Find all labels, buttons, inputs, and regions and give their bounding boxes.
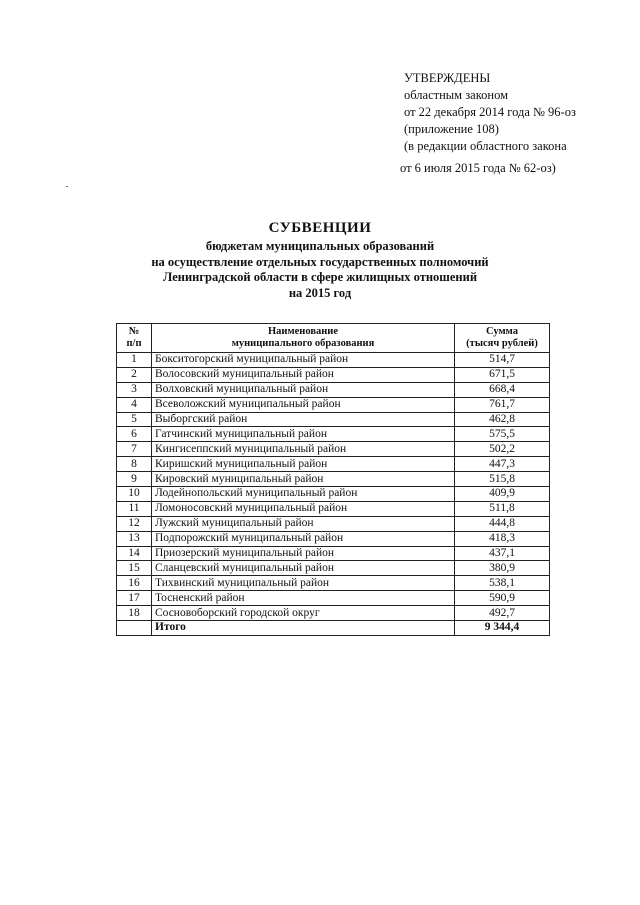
approval-line: (приложение 108)	[404, 122, 499, 136]
total-row	[117, 621, 550, 636]
row-num: 11	[117, 501, 152, 516]
row-num: 5	[117, 412, 152, 427]
row-name: Киришский муниципальный район	[152, 457, 455, 472]
row-num: 16	[117, 576, 152, 591]
row-name: Выборгский район	[152, 412, 455, 427]
row-sum: 380,9	[455, 561, 550, 576]
row-num: 1	[117, 353, 152, 368]
row-name: Тихвинский муниципальный район	[152, 576, 455, 591]
row-num: 7	[117, 442, 152, 457]
table-row	[117, 367, 550, 382]
table-row	[117, 442, 550, 457]
row-name: Лужский муниципальный район	[152, 516, 455, 531]
row-name: Ломоносовский муниципальный район	[152, 501, 455, 516]
row-num: 18	[117, 606, 152, 621]
row-num: 15	[117, 561, 152, 576]
header-sum-line2: (тысяч рублей)	[466, 338, 538, 349]
row-num: 3	[117, 382, 152, 397]
row-num: 17	[117, 591, 152, 606]
row-sum: 575,5	[455, 427, 550, 442]
header-num-line1: №	[128, 326, 140, 337]
row-name: Всеволожский муниципальный район	[152, 397, 455, 412]
row-num: 9	[117, 472, 152, 487]
title-line: на осуществление отдельных государственных полномочий	[151, 254, 489, 269]
row-sum: 502,2	[455, 442, 550, 457]
title-line: бюджетам муниципальных образований	[205, 239, 435, 253]
table-row	[117, 412, 550, 427]
scan-speck	[66, 186, 68, 187]
row-sum: 668,4	[455, 382, 550, 397]
table-row	[117, 546, 550, 561]
table-row	[117, 353, 550, 368]
table-row	[117, 561, 550, 576]
row-sum: 515,8	[455, 472, 550, 487]
approval-line: от 6 июля 2015 года № 62-оз)	[400, 161, 556, 175]
table-row	[117, 606, 550, 621]
table-row	[117, 382, 550, 397]
table-header-row	[117, 324, 550, 353]
row-num: 2	[117, 367, 152, 382]
row-sum: 590,9	[455, 591, 550, 606]
approval-stamp	[400, 70, 576, 177]
approval-line: от 22 декабря 2014 года № 96-оз	[404, 105, 576, 119]
row-sum: 538,1	[455, 576, 550, 591]
row-num: 8	[117, 457, 152, 472]
subventions-table	[116, 323, 550, 636]
row-num: 10	[117, 487, 152, 502]
row-name: Волосовский муниципальный район	[152, 367, 455, 382]
total-num-cell	[117, 621, 152, 636]
table-row	[117, 576, 550, 591]
table-row	[117, 457, 550, 472]
table-row	[117, 501, 550, 516]
title-main: СУБВЕНЦИИ	[268, 220, 372, 236]
row-sum: 444,8	[455, 516, 550, 531]
table-row	[117, 427, 550, 442]
total-label: Итого	[152, 621, 455, 636]
header-name-line2: муниципального образования	[231, 338, 375, 349]
row-name: Лодейнопольский муниципальный район	[152, 487, 455, 502]
title-line: Ленинградской области в сфере жилищных отношений	[162, 270, 478, 284]
header-num	[117, 324, 152, 353]
row-name: Сосновоборский городской округ	[152, 606, 455, 621]
row-sum: 492,7	[455, 606, 550, 621]
header-name-line1: Наименование	[268, 326, 338, 337]
header-num-line2: п/п	[126, 338, 142, 349]
table-row	[117, 487, 550, 502]
row-sum: 409,9	[455, 487, 550, 502]
row-sum: 462,8	[455, 412, 550, 427]
approval-line: УТВЕРЖДЕНЫ	[404, 71, 491, 85]
table-row	[117, 591, 550, 606]
row-name: Подпорожский муниципальный район	[152, 531, 455, 546]
row-sum: 511,8	[455, 501, 550, 516]
row-name: Кировский муниципальный район	[152, 472, 455, 487]
row-num: 6	[117, 427, 152, 442]
row-sum: 671,5	[455, 367, 550, 382]
row-num: 14	[117, 546, 152, 561]
row-name: Тосненский район	[152, 591, 455, 606]
table-row	[117, 397, 550, 412]
header-sum-line1: Сумма	[486, 326, 518, 337]
row-name: Сланцевский муниципальный район	[152, 561, 455, 576]
approval-line: (в редакции областного закона	[404, 139, 567, 153]
row-name: Приозерский муниципальный район	[152, 546, 455, 561]
approval-line: областным законом	[404, 88, 509, 102]
table-row	[117, 516, 550, 531]
total-sum: 9 344,4	[455, 621, 550, 636]
row-name: Кингисеппский муниципальный район	[152, 442, 455, 457]
title-line: на 2015 год	[288, 285, 352, 300]
header-name	[152, 324, 455, 353]
row-name: Гатчинский муниципальный район	[152, 427, 455, 442]
table-row	[117, 531, 550, 546]
row-sum: 447,3	[455, 457, 550, 472]
row-name: Бокситогорский муниципальный район	[152, 353, 455, 368]
header-sum	[455, 324, 550, 353]
row-num: 13	[117, 531, 152, 546]
row-sum: 437,1	[455, 546, 550, 561]
document-title	[0, 220, 640, 301]
row-num: 12	[117, 516, 152, 531]
row-sum: 418,3	[455, 531, 550, 546]
row-sum: 514,7	[455, 353, 550, 368]
row-sum: 761,7	[455, 397, 550, 412]
table-row	[117, 472, 550, 487]
row-num: 4	[117, 397, 152, 412]
row-name: Волховский муниципальный район	[152, 382, 455, 397]
